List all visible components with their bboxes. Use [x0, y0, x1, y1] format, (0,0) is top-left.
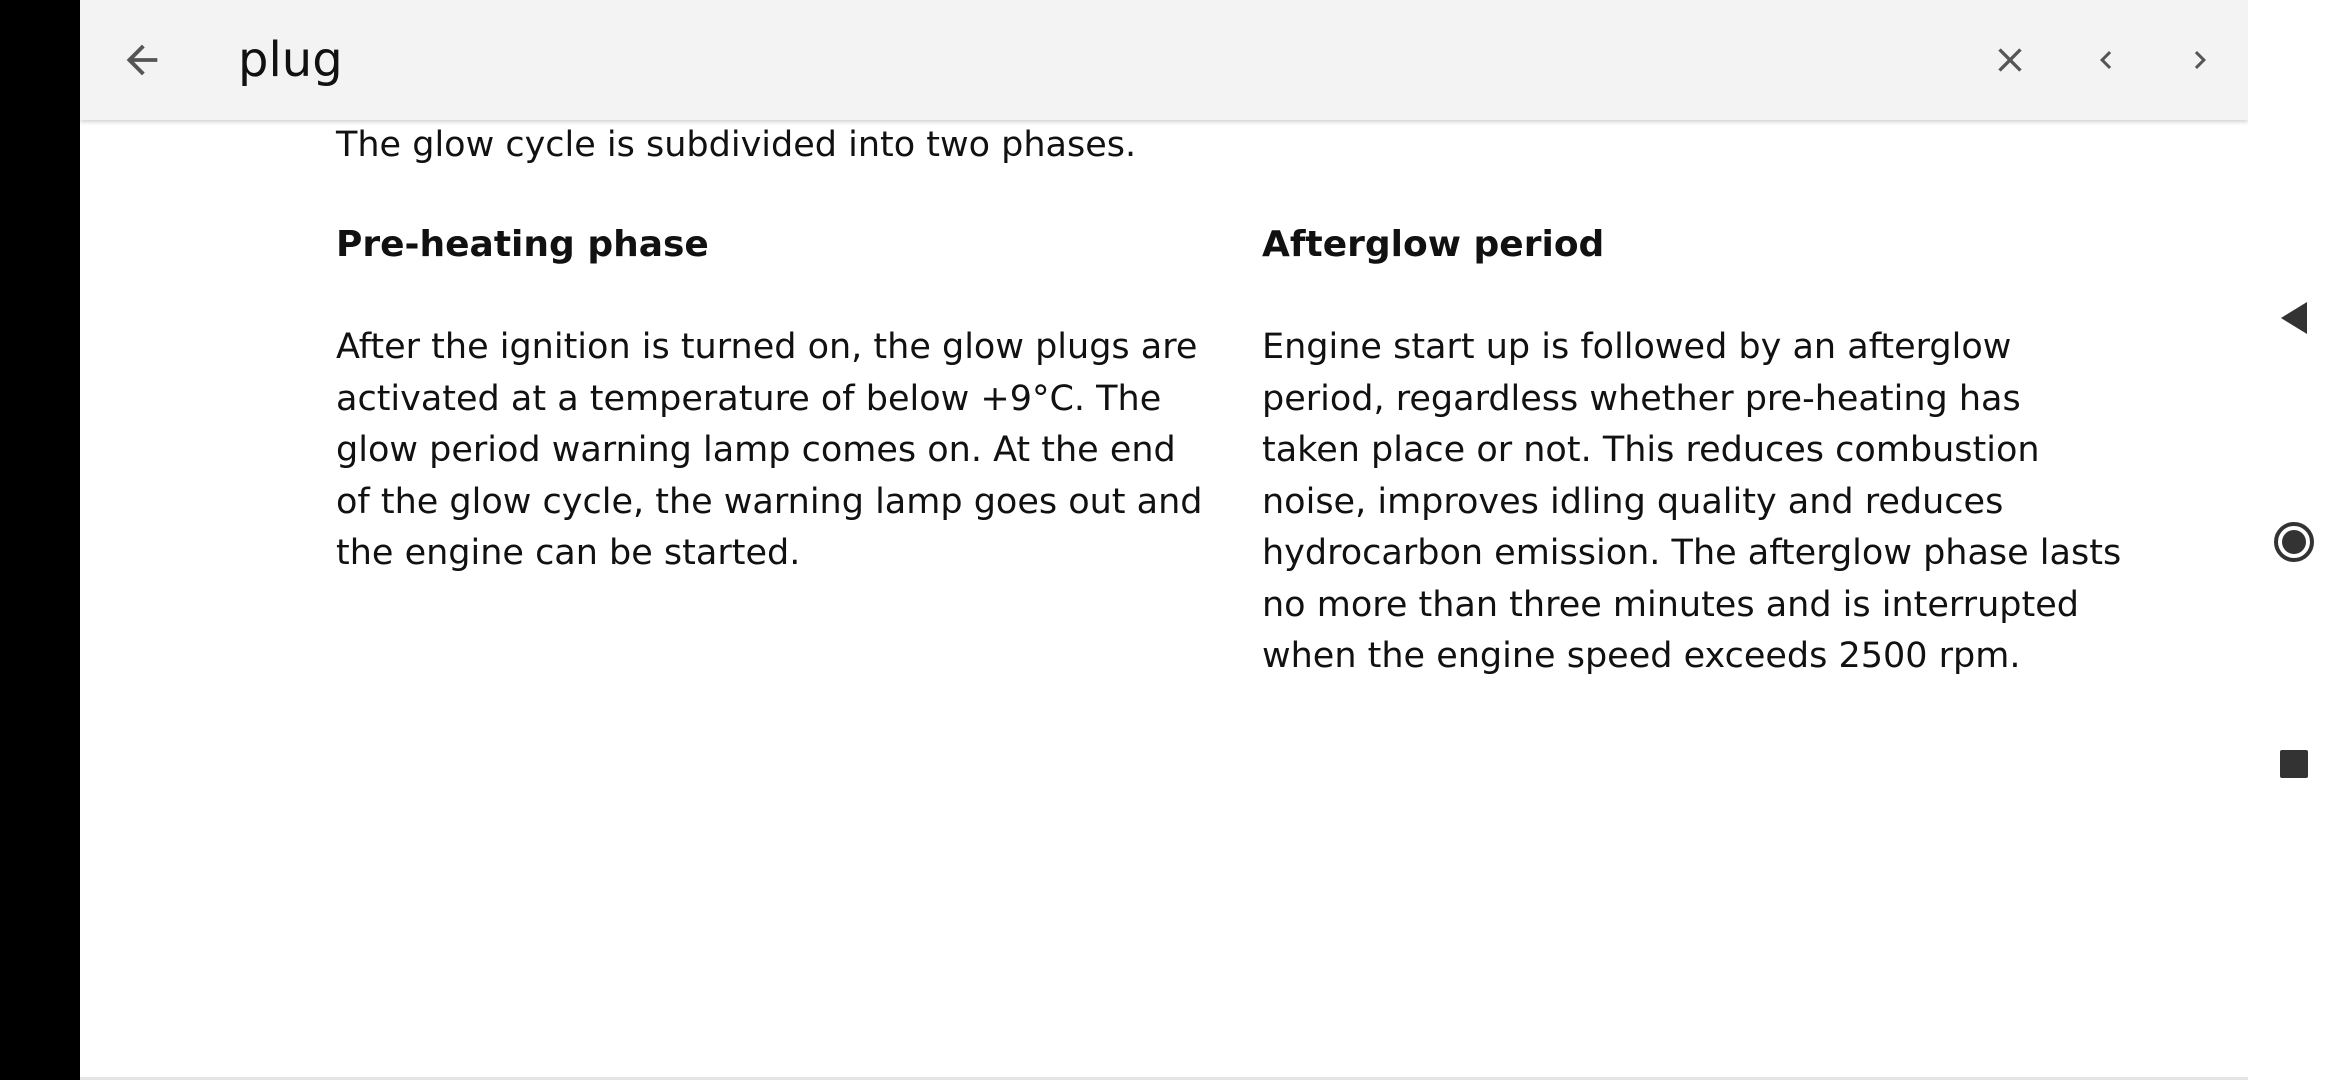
back-button[interactable]	[112, 30, 172, 90]
text-line: hydrocarbon emission. The afterglow phase lasts	[1262, 533, 2122, 573]
text-line: no more than three minutes and is interrupted	[1262, 584, 2079, 625]
circle-home-icon	[2272, 520, 2316, 564]
section-heading: Pre-heating phase	[336, 224, 709, 265]
text-line: After the ignition is turned on, the glow plugs are	[336, 327, 1198, 367]
text-line: period, regardless whether pre-heating has	[1262, 378, 2021, 419]
chevron-left-icon	[2088, 42, 2124, 78]
text-line: activated at a temperature of below +9°C. The	[336, 378, 1162, 419]
text-line: Engine start up is followed by an afterglow	[1262, 327, 2012, 367]
next-match-button[interactable]	[2170, 30, 2230, 90]
document-viewer	[80, 0, 2248, 1080]
text-line: the engine can be started.	[336, 533, 801, 573]
clear-search-button[interactable]	[1980, 30, 2040, 90]
arrow-left-icon	[119, 37, 165, 83]
text-line: taken place or not. This reduces combustion	[1262, 430, 2040, 470]
previous-match-button[interactable]	[2076, 30, 2136, 90]
text-line: of the glow cycle, the warning lamp goes out and	[336, 481, 1203, 522]
left-black-strip	[0, 0, 80, 1080]
nav-recents-button[interactable]	[2266, 736, 2322, 792]
section-afterglow	[1262, 220, 2122, 683]
nav-home-button[interactable]	[2266, 514, 2322, 570]
text-line: glow period warning lamp comes on. At the end	[336, 430, 1176, 470]
chevron-right-icon	[2182, 42, 2218, 78]
close-icon	[1990, 40, 2030, 80]
intro-text: The glow cycle is subdivided into two phases.	[336, 125, 1137, 165]
section-body	[336, 322, 1203, 580]
text-line: when the engine speed exceeds 2500 rpm.	[1262, 636, 2021, 676]
document-page	[80, 120, 2248, 1080]
section-pre-heating	[336, 220, 1203, 580]
triangle-back-icon	[2279, 300, 2309, 336]
section-body	[1262, 322, 2122, 683]
nav-back-button[interactable]	[2266, 290, 2322, 346]
text-line: noise, improves idling quality and reduces	[1262, 481, 2004, 522]
search-input[interactable]	[238, 22, 1838, 98]
square-recents-icon	[2279, 749, 2309, 779]
section-heading: Afterglow period	[1262, 224, 1605, 265]
search-toolbar	[80, 0, 2248, 120]
